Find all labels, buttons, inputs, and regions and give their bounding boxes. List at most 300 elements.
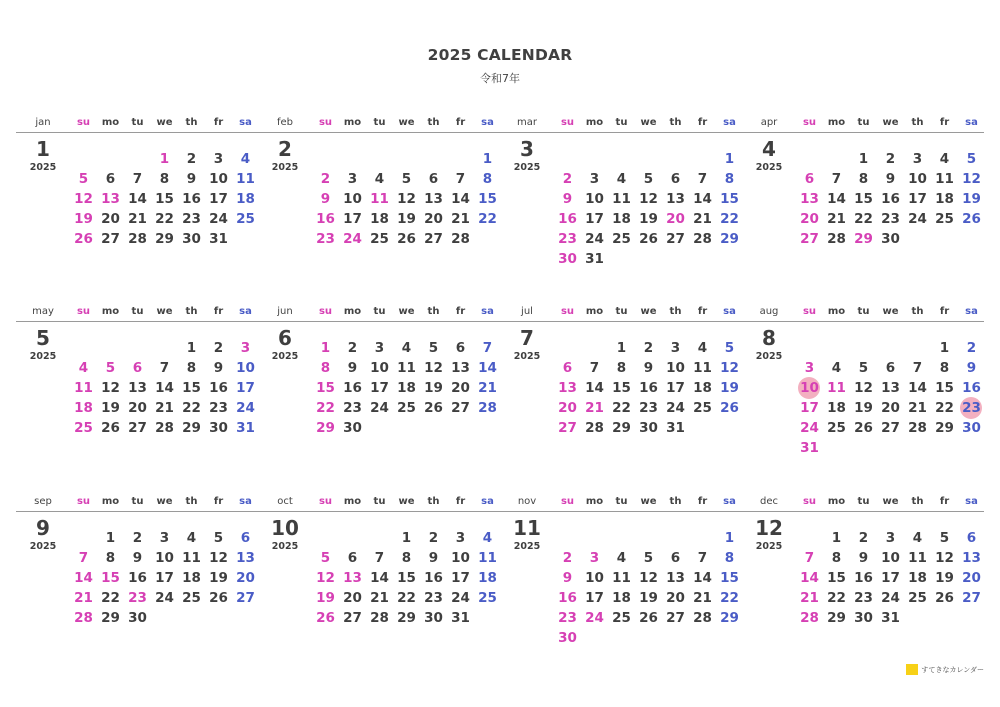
day-cell: 28 bbox=[451, 231, 470, 247]
day-cell: 30 bbox=[558, 630, 577, 646]
day-cell: 2 bbox=[347, 340, 358, 356]
weekday-header-su: su bbox=[802, 496, 817, 507]
day-cell: 10 bbox=[155, 550, 174, 566]
day-cell: 3 bbox=[912, 151, 923, 167]
day-cell: 7 bbox=[831, 171, 842, 187]
weekday-header-su: su bbox=[76, 496, 91, 507]
day-cell: 7 bbox=[455, 171, 466, 187]
weekday-header-su: su bbox=[76, 117, 91, 128]
day-cell: 1 bbox=[320, 340, 331, 356]
day-cell: 9 bbox=[320, 191, 331, 207]
day-cell: 14 bbox=[827, 191, 846, 207]
weekday-header-sa: sa bbox=[481, 306, 494, 317]
day-cell: 9 bbox=[562, 191, 573, 207]
day-cell: 29 bbox=[854, 231, 873, 247]
month-number: 4 bbox=[762, 137, 776, 161]
day-cell: 8 bbox=[939, 360, 950, 376]
day-cell: 26 bbox=[639, 231, 658, 247]
day-cell: 23 bbox=[316, 231, 335, 247]
month-dec bbox=[742, 495, 984, 645]
day-cell: 15 bbox=[478, 191, 497, 207]
day-cell: 3 bbox=[804, 360, 815, 376]
day-cell: 4 bbox=[831, 360, 842, 376]
day-cell: 21 bbox=[155, 400, 174, 416]
day-cell: 30 bbox=[424, 610, 443, 626]
day-cell: 11 bbox=[478, 550, 497, 566]
day-cell: 19 bbox=[854, 400, 873, 416]
day-cell: 24 bbox=[800, 420, 819, 436]
month-year: 2025 bbox=[755, 162, 783, 173]
weekday-header-th: th bbox=[185, 306, 198, 317]
day-cell: 21 bbox=[827, 211, 846, 227]
day-cell: 30 bbox=[182, 231, 201, 247]
day-cell: 14 bbox=[478, 360, 497, 376]
day-cell: 23 bbox=[881, 211, 900, 227]
day-cell: 8 bbox=[320, 360, 331, 376]
day-cell: 10 bbox=[908, 171, 927, 187]
day-cell: 11 bbox=[827, 380, 846, 396]
day-cell: 24 bbox=[370, 400, 389, 416]
day-cell: 6 bbox=[966, 530, 977, 546]
day-cell: 12 bbox=[209, 550, 228, 566]
day-cell: 22 bbox=[612, 400, 631, 416]
weekday-header-mo: mo bbox=[343, 496, 362, 507]
day-cell: 10 bbox=[209, 171, 228, 187]
day-cell: 17 bbox=[236, 380, 255, 396]
day-cell: 27 bbox=[101, 231, 120, 247]
day-cell: 23 bbox=[209, 400, 228, 416]
day-cell: 1 bbox=[482, 151, 493, 167]
day-cell: 25 bbox=[612, 231, 631, 247]
day-cell: 13 bbox=[101, 191, 120, 207]
day-cell: 21 bbox=[585, 400, 604, 416]
day-cell: 12 bbox=[424, 360, 443, 376]
day-cell: 4 bbox=[482, 530, 493, 546]
day-cell: 3 bbox=[885, 530, 896, 546]
day-cell: 19 bbox=[397, 211, 416, 227]
day-cell: 1 bbox=[724, 151, 735, 167]
day-cell: 9 bbox=[643, 360, 654, 376]
weekday-header-tu: tu bbox=[373, 117, 386, 128]
day-cell: 12 bbox=[639, 191, 658, 207]
day-cell: 30 bbox=[209, 420, 228, 436]
day-cell: 14 bbox=[693, 191, 712, 207]
day-cell: 3 bbox=[159, 530, 170, 546]
weekday-header-su: su bbox=[560, 117, 575, 128]
day-cell: 14 bbox=[800, 570, 819, 586]
day-cell: 30 bbox=[881, 231, 900, 247]
day-cell: 6 bbox=[455, 340, 466, 356]
day-cell: 9 bbox=[132, 550, 143, 566]
day-cell: 22 bbox=[720, 211, 739, 227]
weekday-header-mo: mo bbox=[827, 117, 846, 128]
day-cell: 7 bbox=[912, 360, 923, 376]
day-cell: 27 bbox=[424, 231, 443, 247]
day-cell: 26 bbox=[639, 610, 658, 626]
day-cell: 17 bbox=[800, 400, 819, 416]
day-cell: 18 bbox=[397, 380, 416, 396]
day-cell: 3 bbox=[213, 151, 224, 167]
day-cell: 5 bbox=[105, 360, 116, 376]
day-cell: 25 bbox=[478, 590, 497, 606]
day-cell: 24 bbox=[155, 590, 174, 606]
day-cell: 29 bbox=[316, 420, 335, 436]
day-cell: 15 bbox=[316, 380, 335, 396]
day-cell: 27 bbox=[800, 231, 819, 247]
day-cell: 20 bbox=[962, 570, 981, 586]
weekday-header-mo: mo bbox=[343, 117, 362, 128]
day-cell: 18 bbox=[612, 590, 631, 606]
month-year: 2025 bbox=[271, 541, 299, 552]
weekday-header-we: we bbox=[882, 496, 899, 507]
day-cell: 22 bbox=[155, 211, 174, 227]
day-cell: 17 bbox=[881, 570, 900, 586]
day-cell: 30 bbox=[558, 251, 577, 267]
day-cell: 31 bbox=[881, 610, 900, 626]
day-cell: 20 bbox=[666, 590, 685, 606]
day-cell: 1 bbox=[616, 340, 627, 356]
day-cell: 16 bbox=[881, 191, 900, 207]
day-cell: 2 bbox=[966, 340, 977, 356]
month-number: 3 bbox=[520, 137, 534, 161]
day-cell: 27 bbox=[343, 610, 362, 626]
day-cell: 25 bbox=[74, 420, 93, 436]
weekday-header-sa: sa bbox=[965, 306, 978, 317]
day-cell: 13 bbox=[881, 380, 900, 396]
weekday-header-mo: mo bbox=[827, 306, 846, 317]
day-cell: 22 bbox=[720, 590, 739, 606]
day-cell: 9 bbox=[966, 360, 977, 376]
day-cell: 25 bbox=[182, 590, 201, 606]
month-may bbox=[16, 305, 258, 455]
weekday-header-sa: sa bbox=[239, 306, 252, 317]
weekday-header-mo: mo bbox=[827, 496, 846, 507]
day-cell: 5 bbox=[643, 171, 654, 187]
day-cell: 15 bbox=[854, 191, 873, 207]
day-cell: 17 bbox=[451, 570, 470, 586]
weekday-header-sa: sa bbox=[239, 496, 252, 507]
day-cell: 23 bbox=[343, 400, 362, 416]
logo-text: すてきなカレンダー bbox=[921, 665, 984, 674]
day-cell: 5 bbox=[858, 360, 869, 376]
weekday-header-su: su bbox=[560, 496, 575, 507]
day-cell: 9 bbox=[562, 570, 573, 586]
day-cell: 22 bbox=[397, 590, 416, 606]
weekday-header-tu: tu bbox=[857, 306, 870, 317]
day-cell: 19 bbox=[935, 570, 954, 586]
weekday-header-tu: tu bbox=[131, 306, 144, 317]
day-cell: 2 bbox=[428, 530, 439, 546]
day-cell: 15 bbox=[155, 191, 174, 207]
day-cell: 4 bbox=[374, 171, 385, 187]
day-cell: 1 bbox=[939, 340, 950, 356]
month-number: 2 bbox=[278, 137, 292, 161]
day-cell: 12 bbox=[935, 550, 954, 566]
day-cell: 27 bbox=[666, 231, 685, 247]
day-cell: 22 bbox=[101, 590, 120, 606]
day-cell: 18 bbox=[236, 191, 255, 207]
day-cell: 14 bbox=[693, 570, 712, 586]
day-cell: 21 bbox=[693, 211, 712, 227]
day-cell: 8 bbox=[186, 360, 197, 376]
day-cell: 27 bbox=[962, 590, 981, 606]
month-year: 2025 bbox=[29, 162, 57, 173]
day-cell: 6 bbox=[885, 360, 896, 376]
weekday-header-th: th bbox=[911, 496, 924, 507]
day-cell: 13 bbox=[451, 360, 470, 376]
weekday-header-su: su bbox=[76, 306, 91, 317]
day-cell: 18 bbox=[612, 211, 631, 227]
day-cell: 18 bbox=[827, 400, 846, 416]
day-cell: 16 bbox=[558, 590, 577, 606]
weekday-header-we: we bbox=[398, 496, 415, 507]
day-cell: 14 bbox=[370, 570, 389, 586]
day-cell: 19 bbox=[639, 590, 658, 606]
day-cell: 1 bbox=[105, 530, 116, 546]
day-cell: 31 bbox=[800, 440, 819, 456]
month-number: 5 bbox=[36, 326, 50, 350]
day-cell: 26 bbox=[720, 400, 739, 416]
weekday-header-sa: sa bbox=[723, 117, 736, 128]
day-cell: 4 bbox=[697, 340, 708, 356]
day-cell: 7 bbox=[482, 340, 493, 356]
day-cell: 21 bbox=[370, 590, 389, 606]
day-cell: 7 bbox=[697, 550, 708, 566]
weekday-header-fr: fr bbox=[939, 117, 950, 128]
day-cell: 25 bbox=[693, 400, 712, 416]
day-cell: 20 bbox=[343, 590, 362, 606]
day-cell: 5 bbox=[643, 550, 654, 566]
weekday-header-tu: tu bbox=[857, 496, 870, 507]
weekday-header-we: we bbox=[882, 117, 899, 128]
weekday-header-fr: fr bbox=[939, 306, 950, 317]
day-cell: 1 bbox=[159, 151, 170, 167]
month-number: 9 bbox=[36, 516, 50, 540]
weekday-header-we: we bbox=[398, 306, 415, 317]
day-cell: 1 bbox=[401, 530, 412, 546]
day-cell: 21 bbox=[693, 590, 712, 606]
month-jan bbox=[16, 116, 258, 266]
day-cell: 19 bbox=[424, 380, 443, 396]
day-cell: 3 bbox=[670, 340, 681, 356]
month-name: feb bbox=[276, 117, 294, 128]
day-cell: 13 bbox=[800, 191, 819, 207]
day-cell: 21 bbox=[478, 380, 497, 396]
day-cell: 5 bbox=[78, 171, 89, 187]
day-cell: 11 bbox=[74, 380, 93, 396]
day-cell: 13 bbox=[666, 191, 685, 207]
month-name: nov bbox=[517, 496, 537, 507]
month-year: 2025 bbox=[755, 351, 783, 362]
day-cell: 16 bbox=[209, 380, 228, 396]
day-cell: 12 bbox=[854, 380, 873, 396]
day-cell: 16 bbox=[854, 570, 873, 586]
day-cell: 11 bbox=[370, 191, 389, 207]
day-cell: 14 bbox=[74, 570, 93, 586]
weekday-header-th: th bbox=[427, 496, 440, 507]
day-cell: 18 bbox=[182, 570, 201, 586]
day-cell: 8 bbox=[105, 550, 116, 566]
day-cell: 24 bbox=[343, 231, 362, 247]
month-jul bbox=[500, 305, 742, 455]
day-cell: 3 bbox=[240, 340, 251, 356]
month-name: oct bbox=[277, 496, 293, 507]
day-cell: 21 bbox=[74, 590, 93, 606]
day-cell: 2 bbox=[186, 151, 197, 167]
day-cell: 8 bbox=[724, 550, 735, 566]
day-cell: 15 bbox=[935, 380, 954, 396]
weekday-header-fr: fr bbox=[455, 496, 466, 507]
day-cell: 15 bbox=[720, 570, 739, 586]
day-cell: 11 bbox=[908, 550, 927, 566]
weekday-header-sa: sa bbox=[481, 496, 494, 507]
day-cell: 2 bbox=[885, 151, 896, 167]
month-number: 12 bbox=[755, 516, 783, 540]
day-cell: 16 bbox=[316, 211, 335, 227]
month-name: jan bbox=[35, 117, 51, 128]
day-cell: 1 bbox=[858, 151, 869, 167]
weekday-header-fr: fr bbox=[697, 496, 708, 507]
month-nov bbox=[500, 495, 742, 645]
day-cell: 10 bbox=[881, 550, 900, 566]
day-cell: 9 bbox=[428, 550, 439, 566]
month-number: 6 bbox=[278, 326, 292, 350]
day-cell: 25 bbox=[908, 590, 927, 606]
day-cell: 12 bbox=[316, 570, 335, 586]
month-year: 2025 bbox=[29, 351, 57, 362]
weekday-header-mo: mo bbox=[343, 306, 362, 317]
day-cell: 29 bbox=[397, 610, 416, 626]
day-cell: 2 bbox=[858, 530, 869, 546]
day-cell: 4 bbox=[240, 151, 251, 167]
month-year: 2025 bbox=[271, 162, 299, 173]
weekday-header-th: th bbox=[427, 306, 440, 317]
day-cell: 2 bbox=[132, 530, 143, 546]
day-cell: 5 bbox=[213, 530, 224, 546]
day-cell: 5 bbox=[724, 340, 735, 356]
weekday-header-mo: mo bbox=[101, 306, 120, 317]
day-cell: 24 bbox=[585, 610, 604, 626]
day-cell: 27 bbox=[558, 420, 577, 436]
day-cell: 15 bbox=[827, 570, 846, 586]
day-cell: 3 bbox=[589, 171, 600, 187]
day-cell: 29 bbox=[827, 610, 846, 626]
day-cell: 10 bbox=[796, 378, 823, 398]
weekday-header-th: th bbox=[669, 117, 682, 128]
day-cell: 23 bbox=[958, 398, 985, 418]
day-cell: 9 bbox=[347, 360, 358, 376]
day-cell: 26 bbox=[101, 420, 120, 436]
weekday-header-su: su bbox=[318, 306, 333, 317]
day-cell: 13 bbox=[424, 191, 443, 207]
weekday-header-we: we bbox=[640, 117, 657, 128]
day-cell: 14 bbox=[585, 380, 604, 396]
day-cell: 7 bbox=[697, 171, 708, 187]
day-cell: 3 bbox=[589, 550, 600, 566]
day-cell: 12 bbox=[397, 191, 416, 207]
day-cell: 19 bbox=[74, 211, 93, 227]
day-cell: 2 bbox=[320, 171, 331, 187]
brand-logo bbox=[906, 664, 984, 675]
day-cell: 16 bbox=[343, 380, 362, 396]
day-cell: 28 bbox=[908, 420, 927, 436]
day-cell: 4 bbox=[616, 550, 627, 566]
day-cell: 21 bbox=[908, 400, 927, 416]
month-name: may bbox=[32, 306, 54, 317]
day-cell: 19 bbox=[962, 191, 981, 207]
weekday-header-su: su bbox=[560, 306, 575, 317]
day-cell: 7 bbox=[159, 360, 170, 376]
day-cell: 6 bbox=[670, 171, 681, 187]
month-aug bbox=[742, 305, 984, 455]
day-cell: 20 bbox=[558, 400, 577, 416]
day-cell: 26 bbox=[74, 231, 93, 247]
day-cell: 7 bbox=[589, 360, 600, 376]
day-cell: 26 bbox=[209, 590, 228, 606]
day-cell: 26 bbox=[316, 610, 335, 626]
day-cell: 10 bbox=[236, 360, 255, 376]
day-cell: 29 bbox=[935, 420, 954, 436]
weekday-header-we: we bbox=[156, 306, 173, 317]
day-cell: 3 bbox=[347, 171, 358, 187]
day-cell: 8 bbox=[858, 171, 869, 187]
weekday-header-fr: fr bbox=[939, 496, 950, 507]
weekday-header-mo: mo bbox=[585, 306, 604, 317]
day-cell: 4 bbox=[939, 151, 950, 167]
weekday-header-tu: tu bbox=[131, 496, 144, 507]
day-cell: 20 bbox=[236, 570, 255, 586]
day-cell: 28 bbox=[155, 420, 174, 436]
calendar-row-2 bbox=[16, 305, 984, 465]
day-cell: 12 bbox=[101, 380, 120, 396]
day-cell: 5 bbox=[401, 171, 412, 187]
day-cell: 27 bbox=[666, 610, 685, 626]
calendar-row-3 bbox=[16, 495, 984, 655]
day-cell: 19 bbox=[639, 211, 658, 227]
day-cell: 27 bbox=[881, 420, 900, 436]
day-cell: 28 bbox=[585, 420, 604, 436]
month-number: 1 bbox=[36, 137, 50, 161]
day-cell: 24 bbox=[881, 590, 900, 606]
month-name: dec bbox=[760, 496, 778, 507]
day-cell: 7 bbox=[78, 550, 89, 566]
day-cell: 23 bbox=[558, 231, 577, 247]
day-cell: 30 bbox=[639, 420, 658, 436]
calendar-row-1 bbox=[16, 116, 984, 276]
day-cell: 17 bbox=[908, 191, 927, 207]
day-cell: 30 bbox=[962, 420, 981, 436]
day-cell: 24 bbox=[451, 590, 470, 606]
weekday-header-mo: mo bbox=[101, 117, 120, 128]
weekday-header-fr: fr bbox=[213, 306, 224, 317]
day-cell: 18 bbox=[478, 570, 497, 586]
day-cell: 10 bbox=[370, 360, 389, 376]
month-oct bbox=[258, 495, 500, 645]
month-number: 8 bbox=[762, 326, 776, 350]
day-cell: 29 bbox=[612, 420, 631, 436]
day-cell: 21 bbox=[800, 590, 819, 606]
month-name: jun bbox=[277, 306, 293, 317]
logo-square-icon bbox=[906, 664, 918, 675]
month-number: 7 bbox=[520, 326, 534, 350]
day-cell: 5 bbox=[320, 550, 331, 566]
month-number: 10 bbox=[271, 516, 299, 540]
day-cell: 16 bbox=[558, 211, 577, 227]
day-cell: 30 bbox=[854, 610, 873, 626]
day-cell: 5 bbox=[939, 530, 950, 546]
day-cell: 12 bbox=[720, 360, 739, 376]
day-cell: 12 bbox=[639, 570, 658, 586]
